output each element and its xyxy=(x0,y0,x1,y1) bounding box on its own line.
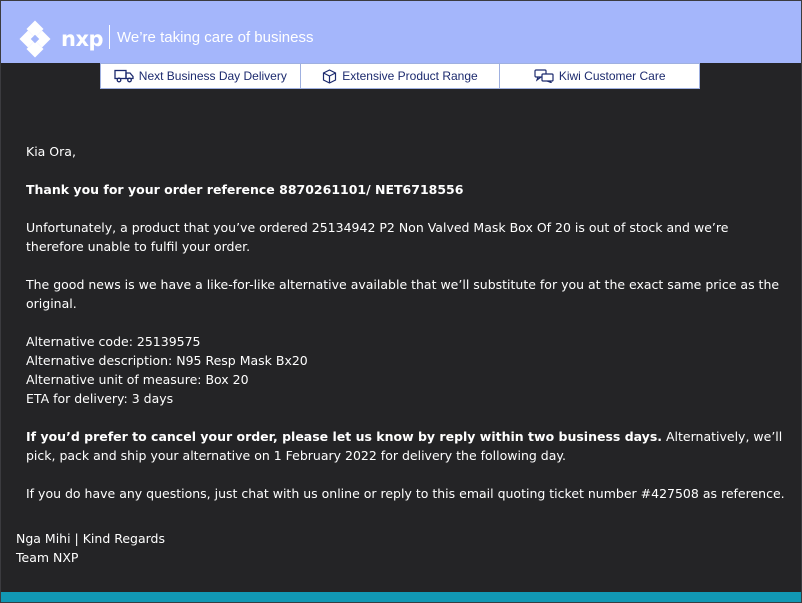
footer-accent-bar xyxy=(1,592,801,602)
benefit-customer-care[interactable] xyxy=(500,64,699,88)
signoff-team: Team NXP xyxy=(16,550,79,565)
header-tagline: We’re taking care of business xyxy=(117,28,314,46)
questions-paragraph: If you do have any questions, just chat with us online or reply to this email quoting ticket number #427508 as reference. xyxy=(26,486,785,501)
good-news-paragraph: The good news is we have a like-for-like alternative available that we’ll substitute for you at the exact same price as the original. xyxy=(26,277,780,311)
nxp-logo-mark-icon xyxy=(19,20,57,58)
alternative-description: Alternative description: N95 Resp Mask Bx20 xyxy=(26,353,308,368)
nxp-wordmark: nxp xyxy=(61,27,104,51)
delivery-truck-icon xyxy=(114,69,134,83)
alternative-code: Alternative code: 25139575 xyxy=(26,334,201,349)
cancel-paragraph xyxy=(26,427,786,465)
email-body xyxy=(26,142,786,522)
benefit-next-day-delivery[interactable] xyxy=(101,64,301,88)
out-of-stock-paragraph: Unfortunately, a product that you’ve ordered 25134942 P2 Non Valved Mask Box Of 20 is out of stock and we’re therefore unable to fulfil your order. xyxy=(26,220,729,254)
delivery-eta: ETA for delivery: 3 days xyxy=(26,391,174,406)
cancel-rest-text: Alternatively, we’ll pick, pack and ship your alternative on 1 February 2022 for delivery the following day. xyxy=(26,429,783,463)
product-box-icon xyxy=(322,69,337,84)
benefit-label: Kiwi Customer Care xyxy=(558,69,666,83)
email-signoff xyxy=(16,529,165,567)
cancel-bold-text: If you’d prefer to cancel your order, please let us know by reply within two business days. xyxy=(26,429,663,444)
benefit-label: Next Business Day Delivery xyxy=(138,69,287,83)
thank-you-line xyxy=(26,180,786,199)
greeting: Kia Ora, xyxy=(26,144,76,159)
signoff-regards: Nga Mihi | Kind Regards xyxy=(16,531,166,546)
customer-care-icon xyxy=(534,69,554,83)
thank-you-text: Thank you for your order reference 8870261101/ NET6718556 xyxy=(26,182,464,197)
email-header xyxy=(1,1,801,63)
benefit-label: Extensive Product Range xyxy=(342,69,478,83)
nxp-logo[interactable] xyxy=(19,20,103,58)
tagline-group xyxy=(103,25,314,49)
alternative-unit-of-measure: Alternative unit of measure: Box 20 xyxy=(26,372,249,387)
benefit-product-range[interactable] xyxy=(301,64,501,88)
logo-divider xyxy=(109,25,110,49)
benefits-bar xyxy=(100,63,700,89)
